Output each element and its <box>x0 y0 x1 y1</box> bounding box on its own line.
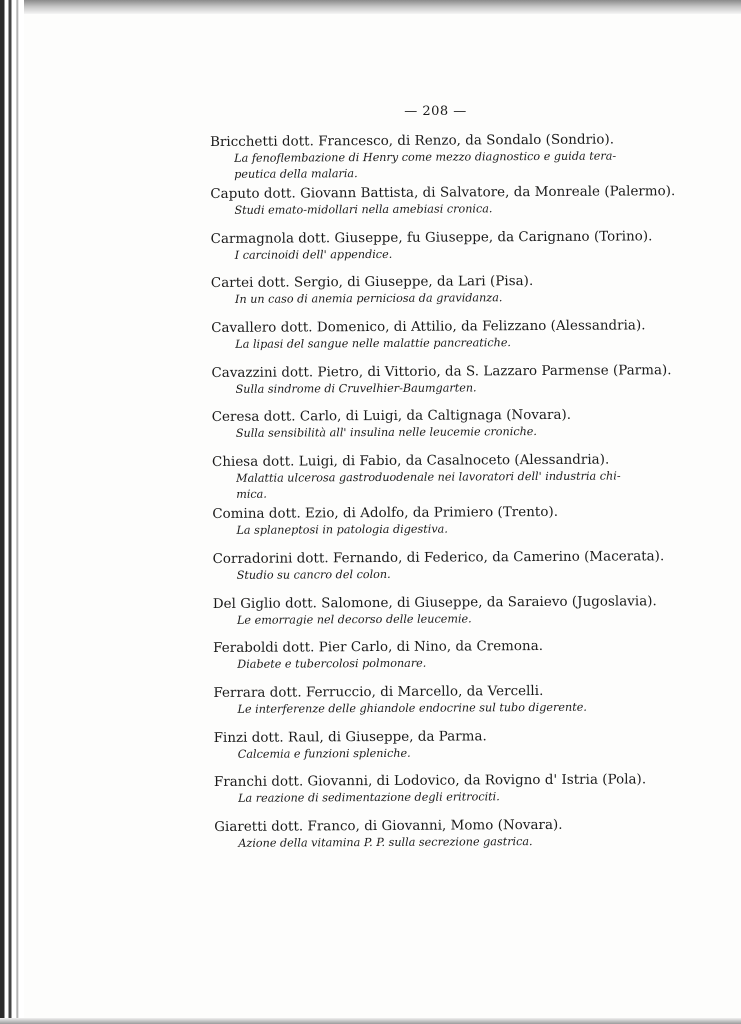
entry-author: Ferrara dott. Ferruccio, di Marcello, da Vercelli. <box>213 683 544 701</box>
entry-title: La reazione di sedimentazione degli eritrociti. <box>238 790 500 806</box>
list-item <box>211 317 651 364</box>
entry-author: Del Giglio dott. Salomone, di Giuseppe, da Saraievo (Jugoslavia). <box>212 593 657 612</box>
entry-title: Diabete e tubercolosi polmonare. <box>237 656 427 672</box>
list-item <box>211 228 651 275</box>
entry-title: Sulla sindrome di Cruvelhier-Baumgarten. <box>235 381 477 396</box>
entry-list <box>210 131 676 863</box>
entry-title: Calcemia e funzioni spleniche. <box>237 746 411 761</box>
entry-author: Cavazzini dott. Pietro, di Vittorio, da S. Lazzaro Parmense (Parma). <box>211 362 672 381</box>
entry-title: La fenoflembazione di Henry come mezzo diagnostico e guida tera- peutica della malaria. <box>234 149 617 181</box>
scan-bottom-edge <box>0 1018 741 1024</box>
entry-author: Bricchetti dott. Francesco, di Renzo, da Sondalo (Sondrio). <box>210 132 615 150</box>
entry-author: Ceresa dott. Carlo, di Luigi, da Caltignaga (Novara). <box>211 408 572 426</box>
entry-title: La lipasi del sangue nelle malattie pancreatiche. <box>235 336 512 351</box>
entry-title: La splaneptosi in patologia digestiva. <box>236 522 448 537</box>
entry-title: Malattia ulcerosa gastroduodenale nei lavoratori dell' industria chi- mica. <box>236 469 621 501</box>
list-item <box>210 131 650 186</box>
entry-author: Caputo dott. Giovann Battista, di Salvatore, da Monreale (Palermo). <box>210 184 676 202</box>
entry-author: Corradorini dott. Fernando, di Federico, da Camerino (Macerata). <box>212 549 665 567</box>
entry-title: In un caso di anemia perniciosa da gravidanza. <box>234 291 503 307</box>
entry-author: Comina dott. Ezio, di Adolfo, da Primiero (Trento). <box>212 505 559 523</box>
entry-title: Le emorragie nel decorso delle leucemie. <box>236 611 472 627</box>
entry-title: I carcinoidi dell' appendice. <box>234 247 393 262</box>
scan-top-edge <box>0 0 741 14</box>
list-item <box>213 682 653 729</box>
list-item <box>212 548 665 595</box>
entry-title: Studi emato-midollari nella amebiasi cronica. <box>234 202 493 217</box>
scan-binding-edge <box>0 0 24 1024</box>
list-item <box>214 772 654 819</box>
list-item <box>211 362 672 409</box>
entry-title: Studio su cancro del colon. <box>236 567 391 582</box>
entry-author: Cavallero dott. Domenico, di Attilio, da Felizzano (Alessandria). <box>211 318 646 337</box>
entry-author: Cartei dott. Sergio, di Giuseppe, da Lari (Pisa). <box>210 274 534 292</box>
list-item <box>213 637 653 684</box>
list-item <box>212 503 652 550</box>
list-item <box>214 727 654 774</box>
entry-title: Sulla sensibilità all' insulina nelle leucemie croniche. <box>235 425 537 441</box>
page-number: — 208 — <box>404 104 467 119</box>
entry-title: Le interferenze delle ghiandole endocrine sul tubo digerente. <box>237 700 587 716</box>
list-item <box>212 407 652 454</box>
entry-author: Feraboldi dott. Pier Carlo, di Nino, da Cremona. <box>213 639 544 657</box>
entry-title: Azione della vitamina P. P. sulla secrezione gastrica. <box>238 834 533 850</box>
entry-author: Giaretti dott. Franco, di Giovanni, Momo (Novara). <box>214 817 563 835</box>
list-item <box>211 273 651 320</box>
list-item <box>212 451 652 506</box>
list-item <box>212 593 657 640</box>
list-item <box>214 816 654 863</box>
entry-author: Chiesa dott. Luigi, di Fabio, da Casalnoceto (Alessandria). <box>211 452 610 471</box>
entry-author: Carmagnola dott. Giuseppe, fu Giuseppe, da Carignano (Torino). <box>210 228 653 247</box>
entry-author: Finzi dott. Raul, di Giuseppe, da Parma. <box>213 728 487 746</box>
entry-author: Franchi dott. Giovanni, di Lodovico, da Rovigno d' Istria (Pola). <box>213 772 647 791</box>
list-item <box>210 183 676 230</box>
